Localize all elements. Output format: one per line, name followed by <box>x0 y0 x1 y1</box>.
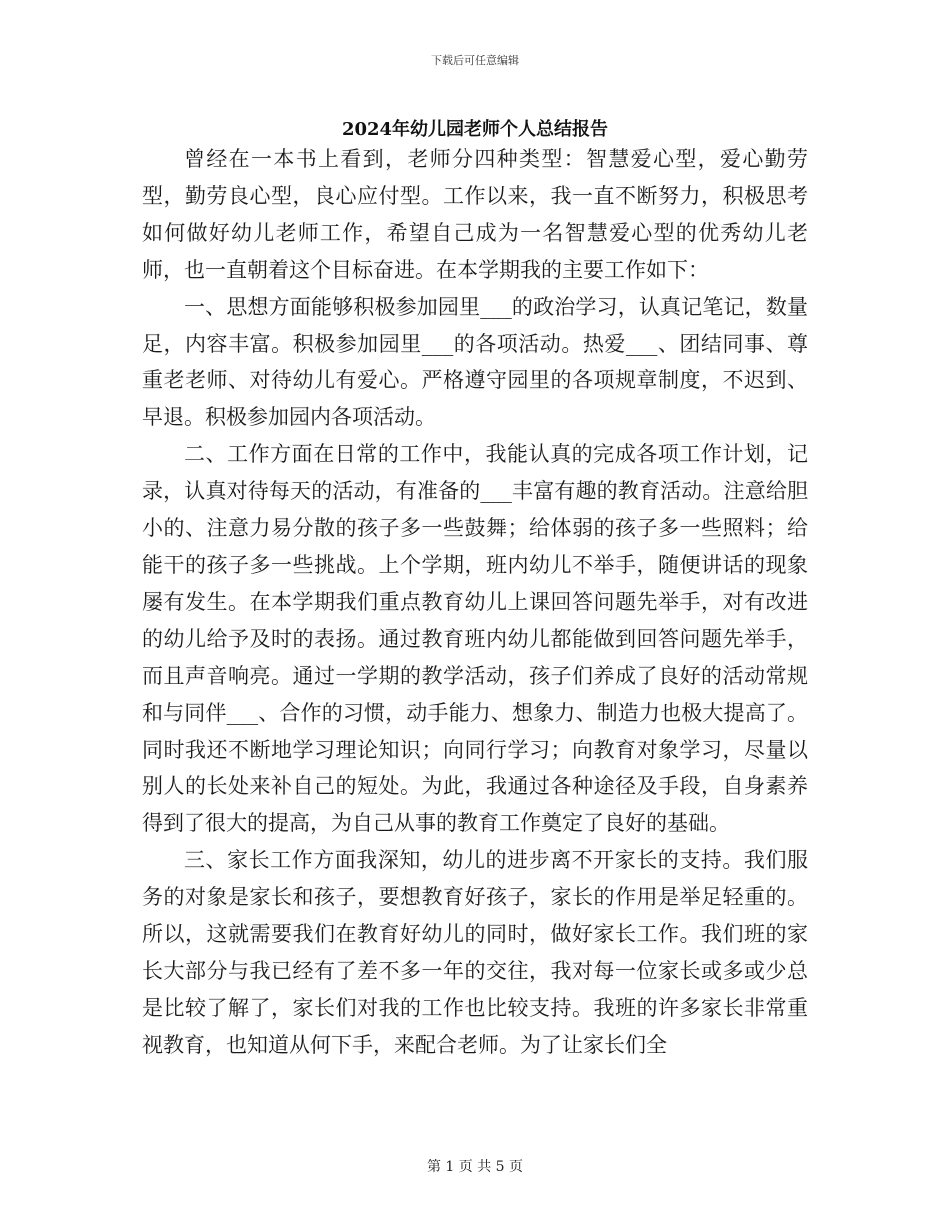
document-body <box>142 141 808 1064</box>
header-note: 下载后可任意编辑 <box>431 54 519 67</box>
page-number-footer: 第 1 页 共 5 页 <box>426 1159 524 1175</box>
document-title: 2024年幼儿园老师个人总结报告 <box>341 119 609 140</box>
paragraph-section-3: 三、家长工作方面我深知，幼儿的进步离不开家长的支持。我们服务的对象是家长和孩子，要想教育好孩子，家长的作用是举足轻重的。所以，这就需要我们在教育好幼儿的同时，做好家长工作。我们班的家长大部分与我已经有了差不多一年的交往，我对每一位家长或多或少总是比较了解了，家长们对我的工作也比较支持。我班的许多家长非常重视教育，也知道从何下手，来配合老师。为了让家长们全 <box>142 848 808 1057</box>
paragraph-intro: 曾经在一本书上看到，老师分四种类型：智慧爱心型，爱心勤劳型，勤劳良心型，良心应付型。工作以来，我一直不断努力，积极思考如何做好幼儿老师工作，希望自己成为一名智慧爱心型的优秀幼儿老师，也一直朝着这个目标奋进。在本学期我的主要工作如下： <box>142 147 808 282</box>
paragraph-section-1: 一、思想方面能够积极参加园里___的政治学习，认真记笔记，数量足，内容丰富。积极参加园里___的各项活动。热爱___、团结同事、尊重老老师、对待幼儿有爱心。严格遵守园里的各项规章制度，不迟到、早退。积极参加园内各项活动。 <box>142 294 808 430</box>
paragraph-section-2: 二、工作方面在日常的工作中，我能认真的完成各项工作计划，记录，认真对待每天的活动，有准备的___丰富有趣的教育活动。注意给胆小的、注意力易分散的孩子多一些鼓舞；给体弱的孩子多一些照料；给能干的孩子多一些挑战。上个学期，班内幼儿不举手，随便讲话的现象屡有发生。在本学期我们重点教育幼儿上课回答问题先举手，对有改进的幼儿给予及时的表扬。通过教育班内幼儿都能做到回答问题先举手，而且声音响亮。通过一学期的教学活动，孩子们养成了良好的活动常规和与同伴___、合作的习惯，动手能力、想象力、制造力也极大提高了。同时我还不断地学习理论知识；向同行学习；向教育对象学习，尽量以别人的长处来补自己的短处。为此，我通过各种途径及手段，自身素养得到了很大的提高，为自己从事的教育工作奠定了良好的基础。 <box>142 442 808 836</box>
